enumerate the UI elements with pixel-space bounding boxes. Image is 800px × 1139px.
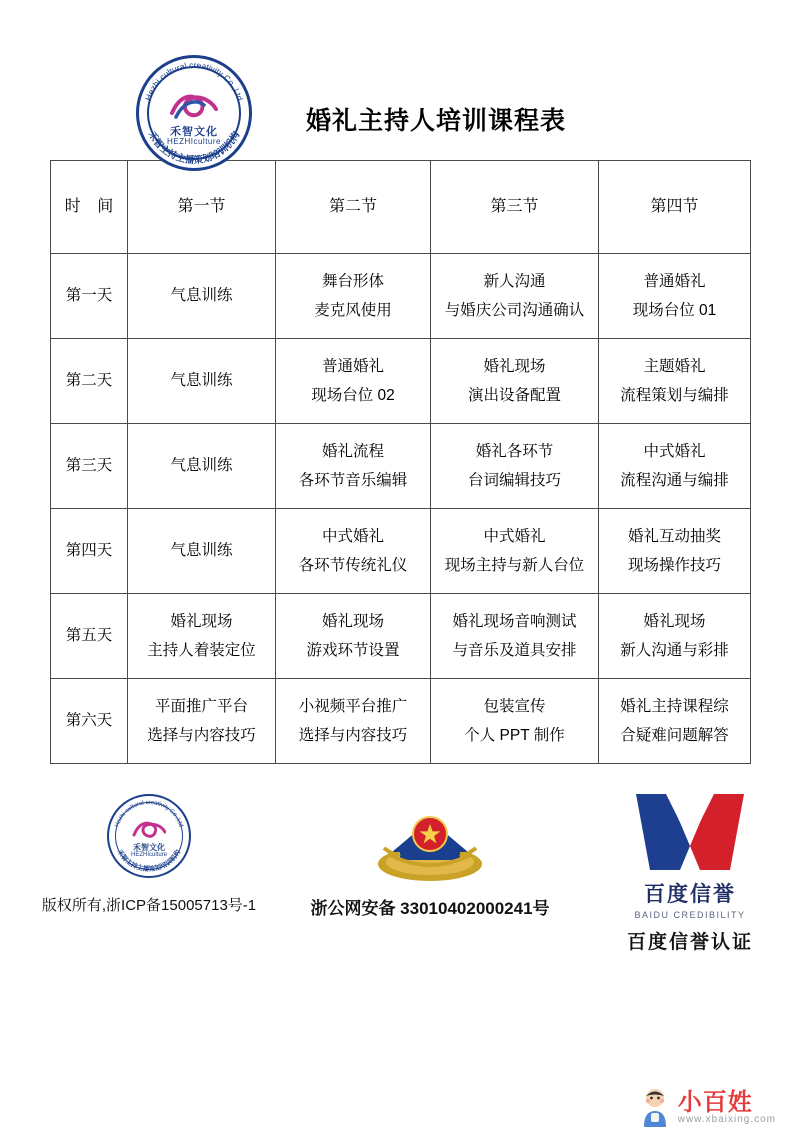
cell-line: 各环节音乐编辑 <box>298 472 408 489</box>
cell-line: 演出设备配置 <box>467 387 561 404</box>
mascot-icon <box>638 1087 672 1129</box>
cell-line: 中式婚礼 <box>643 442 706 460</box>
table-cell <box>431 679 599 764</box>
small-logo-arc-cn: 禾智主持主播策划培训机构 <box>115 848 183 874</box>
table-cell <box>599 424 751 509</box>
cell-line: 气息训练 <box>170 542 233 560</box>
site-watermark <box>638 1087 776 1129</box>
document-header <box>0 0 800 166</box>
cell-line: 婚礼现场 <box>321 612 384 630</box>
cell-line: 中式婚礼 <box>321 527 384 545</box>
swoosh-icon <box>132 819 166 841</box>
baidu-name-cn: 百度信誉 <box>644 883 736 906</box>
cell-line: 合疑难问题解答 <box>620 727 729 744</box>
table-cell <box>128 509 276 594</box>
cell-line: 气息训练 <box>170 287 233 305</box>
column-header-time-label: 时 间 <box>64 197 120 215</box>
column-header-session-1: 第一节 <box>128 161 276 254</box>
row-day-label: 第五天 <box>51 594 128 679</box>
small-logo-name-en: HEZHIculture <box>130 852 167 858</box>
cell-line: 婚礼主持课程综 <box>620 697 729 715</box>
table-cell <box>431 594 599 679</box>
row-day-label: 第六天 <box>51 679 128 764</box>
cell-line: 新人沟通与彩排 <box>620 642 729 659</box>
schedule-table <box>50 160 751 764</box>
cell-line: 婚礼现场 <box>483 357 546 375</box>
small-logo-name-cn: 禾智文化 <box>133 843 165 852</box>
watermark-text-block <box>678 1090 776 1126</box>
cell-line: 主题婚礼 <box>643 357 706 375</box>
logo-name-en: HEZHIculture <box>166 136 221 146</box>
cell-line: 平面推广平台 <box>154 697 248 715</box>
cell-line: 婚礼现场 <box>643 612 706 630</box>
table-cell <box>128 594 276 679</box>
cell-line: 选择与内容技巧 <box>298 727 408 744</box>
police-emblem-icon <box>370 790 490 886</box>
cell-line: 现场台位 01 <box>632 302 717 319</box>
logo-name-cn: 禾智文化 <box>170 125 218 138</box>
cell-line: 主持人着装定位 <box>147 642 256 659</box>
cell-line: 现场主持与新人台位 <box>444 557 585 574</box>
cell-line: 现场操作技巧 <box>627 557 721 574</box>
table-cell <box>599 679 751 764</box>
cell-line: 麦克风使用 <box>314 302 392 319</box>
column-header-session-3: 第三节 <box>431 161 599 254</box>
table-cell <box>431 509 599 594</box>
table-cell <box>276 254 431 339</box>
baidu-credibility-block[interactable] <box>590 790 790 954</box>
table-cell <box>276 679 431 764</box>
table-cell <box>128 424 276 509</box>
cell-line: 流程策划与编排 <box>620 387 729 404</box>
cell-line: 台词编辑技巧 <box>467 472 561 489</box>
cell-line: 与音乐及道具安排 <box>452 642 577 659</box>
document-footer <box>0 790 800 980</box>
cell-line: 各环节传统礼仪 <box>298 557 408 574</box>
cell-line: 婚礼现场音响测试 <box>452 612 577 630</box>
table-row <box>51 679 751 764</box>
cell-line: 婚礼现场 <box>170 612 233 630</box>
baidu-cert-label: 百度信誉认证 <box>626 932 753 953</box>
company-logo <box>130 49 258 177</box>
table-row <box>51 254 751 339</box>
cell-line: 中式婚礼 <box>483 527 546 545</box>
table-cell <box>276 339 431 424</box>
cell-line: 普通婚礼 <box>643 272 706 290</box>
table-cell <box>128 254 276 339</box>
watermark-title: 小百姓 <box>677 1089 753 1117</box>
table-cell <box>276 424 431 509</box>
logo-arc-cn: 禾智主持主播策划培训机构 <box>145 129 243 166</box>
table-cell <box>276 594 431 679</box>
row-day-label: 第四天 <box>51 509 128 594</box>
cell-line: 气息训练 <box>170 457 233 475</box>
page-title: 婚礼主持人培训课程表 <box>306 107 567 135</box>
table-cell <box>431 339 599 424</box>
company-logo-small <box>103 790 195 882</box>
column-header-session-4: 第四节 <box>599 161 751 254</box>
column-header-time <box>51 161 128 254</box>
cell-line: 婚礼互动抽奖 <box>627 527 721 545</box>
table-cell <box>128 339 276 424</box>
cell-line: 气息训练 <box>170 372 233 390</box>
row-day-label: 第二天 <box>51 339 128 424</box>
cell-line: 游戏环节设置 <box>306 642 400 659</box>
table-row <box>51 339 751 424</box>
schedule-table-container <box>0 130 800 764</box>
cell-line: 流程沟通与编排 <box>620 472 729 489</box>
table-cell <box>599 594 751 679</box>
cell-line: 现场台位 02 <box>311 387 395 404</box>
copyright-text: 版权所有,浙ICP备15005713号-1 <box>41 897 257 914</box>
table-cell <box>431 254 599 339</box>
cell-line: 婚礼各环节 <box>475 442 554 460</box>
cell-line: 舞台形体 <box>321 272 384 290</box>
cell-line: 个人 PPT 制作 <box>464 727 565 744</box>
baidu-v-logo-icon <box>630 790 750 876</box>
row-day-label: 第一天 <box>51 254 128 339</box>
table-cell <box>128 679 276 764</box>
small-logo-arc-en: Hezhi cultural creativity Co.,Ltd <box>114 799 184 829</box>
column-header-session-2: 第二节 <box>276 161 431 254</box>
table-cell <box>599 339 751 424</box>
table-cell <box>599 254 751 339</box>
cell-line: 普通婚礼 <box>321 357 384 375</box>
logo-arc-en: Hezhi cultural creativity Co.,Ltd <box>142 59 246 102</box>
table-cell <box>431 424 599 509</box>
row-day-label: 第三天 <box>51 424 128 509</box>
cell-line: 小视频平台推广 <box>298 697 408 715</box>
cell-line: 婚礼流程 <box>321 442 384 460</box>
table-cell <box>599 509 751 594</box>
cell-line: 包装宣传 <box>483 697 546 715</box>
police-record-label: 浙公网安备 33010402000241号 <box>310 899 550 918</box>
police-record-block[interactable] <box>285 790 575 919</box>
baidu-name-en: BAIDU CREDIBILITY <box>634 910 746 920</box>
footer-copyright-block <box>24 790 274 915</box>
table-row <box>51 424 751 509</box>
cell-line: 新人沟通 <box>483 272 546 290</box>
cell-line: 与婚庆公司沟通确认 <box>444 302 585 319</box>
table-row <box>51 509 751 594</box>
table-row <box>51 594 751 679</box>
watermark-url: www.xbaixing.com <box>677 1114 776 1126</box>
swoosh-icon <box>170 91 218 121</box>
table-cell <box>276 509 431 594</box>
cell-line: 选择与内容技巧 <box>147 727 256 744</box>
